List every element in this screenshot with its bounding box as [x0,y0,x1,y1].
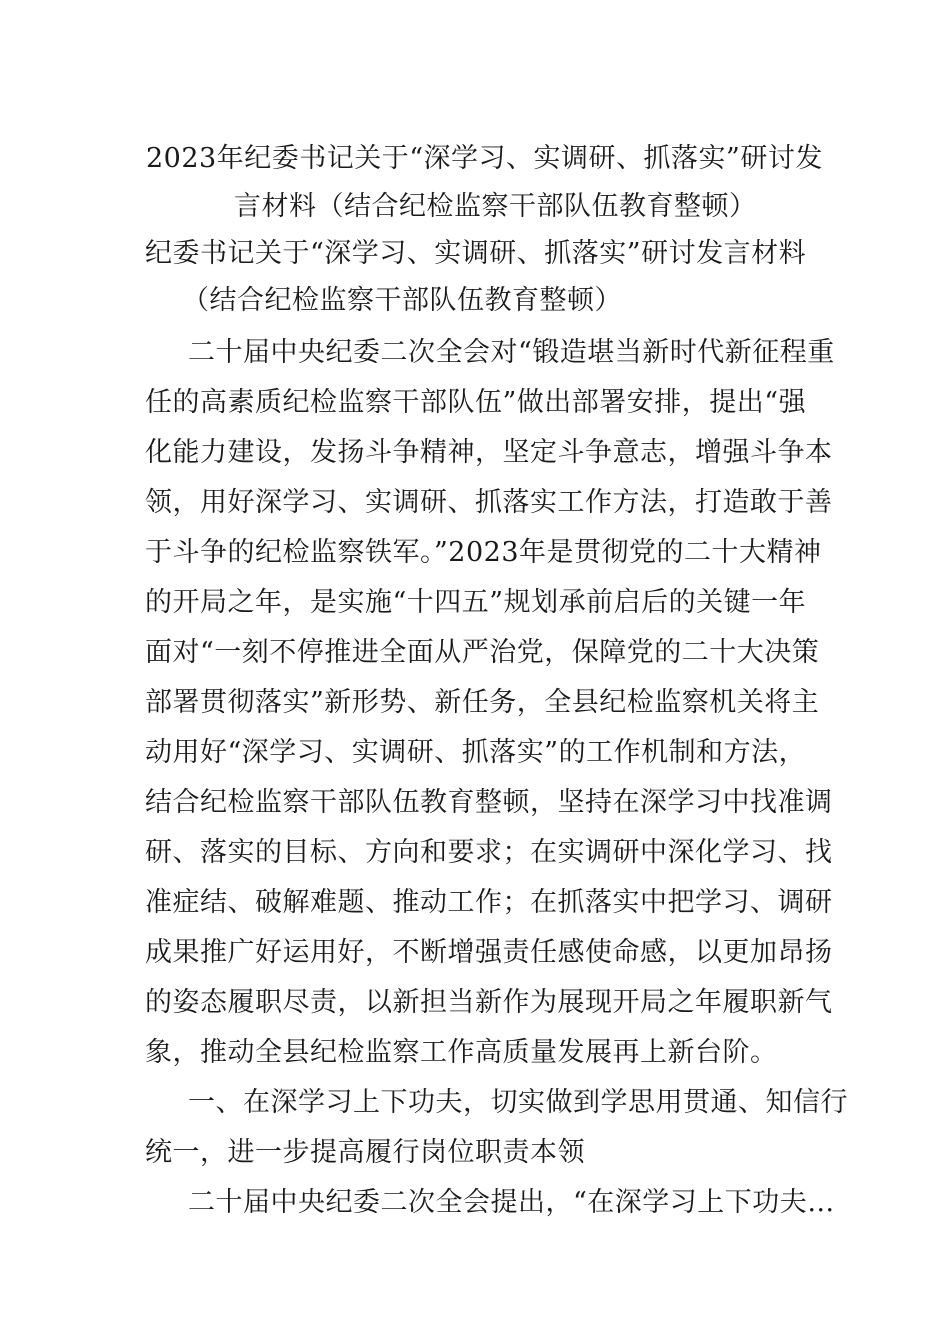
paragraph-1-line: 任的高素质纪检监察干部队伍”做出部署安排，提出“强 [145,387,807,418]
paragraph-1-line: 的姿态履职尽责，以新担当新作为展现开局之年履职新气 [145,987,833,1018]
paragraph-1-line: 成果推广好运用好，不断增强责任感使命感，以更加昂扬 [145,937,833,968]
paragraph-1-line: 领，用好深学习、实调研、抓落实工作方法，打造敢于善 [145,487,833,518]
paragraph-1-line: 二十届中央纪委二次全会对“锻造堪当新时代新征程重 [188,337,835,368]
paragraph-2-line: 二十届中央纪委二次全会提出，“在深学习上下功夫… [188,1187,835,1218]
section-heading-line: 一、在深学习上下功夫，切实做到学思用贯通、知信行 [188,1087,848,1118]
title-line-1: 2023年纪委书记关于“深学习、实调研、抓落实”研讨发 [146,143,823,174]
paragraph-1-line: 象，推动全县纪检监察工作高质量发展再上新台阶。 [145,1037,778,1068]
subtitle-line-1: 纪委书记关于“深学习、实调研、抓落实”研讨发言材料 [145,238,807,269]
paragraph-1-line: 研、落实的目标、方向和要求；在实调研中深化学习、找 [145,837,833,868]
paragraph-1-line: 化能力建设，发扬斗争精神，坚定斗争意志，增强斗争本 [145,437,833,468]
title-line-2: 言材料（结合纪检监察干部队伍教育整顿） [234,191,757,222]
paragraph-1-line: 结合纪检监察干部队伍教育整顿，坚持在深学习中找准调 [145,787,833,818]
paragraph-1-line: 准症结、破解难题、推动工作；在抓落实中把学习、调研 [145,887,833,918]
paragraph-1-line: 面对“一刻不停推进全面从严治党，保障党的二十大决策 [145,637,820,668]
paragraph-1-line: 部署贯彻落实”新形势、新任务，全县纪检监察机关将主 [145,687,820,718]
paragraph-1-line: 动用好“深学习、实调研、抓落实”的工作机制和方法， [145,737,807,768]
subtitle-line-2: （结合纪检监察干部队伍教育整顿） [182,285,622,316]
paragraph-1-line: 于斗争的纪检监察铁军。”2023年是贯彻党的二十大精神 [145,537,822,568]
section-heading-line: 统一，进一步提高履行岗位职责本领 [145,1137,585,1168]
paragraph-1-line: 的开局之年，是实施“十四五”规划承前启后的关键一年 [145,587,807,618]
